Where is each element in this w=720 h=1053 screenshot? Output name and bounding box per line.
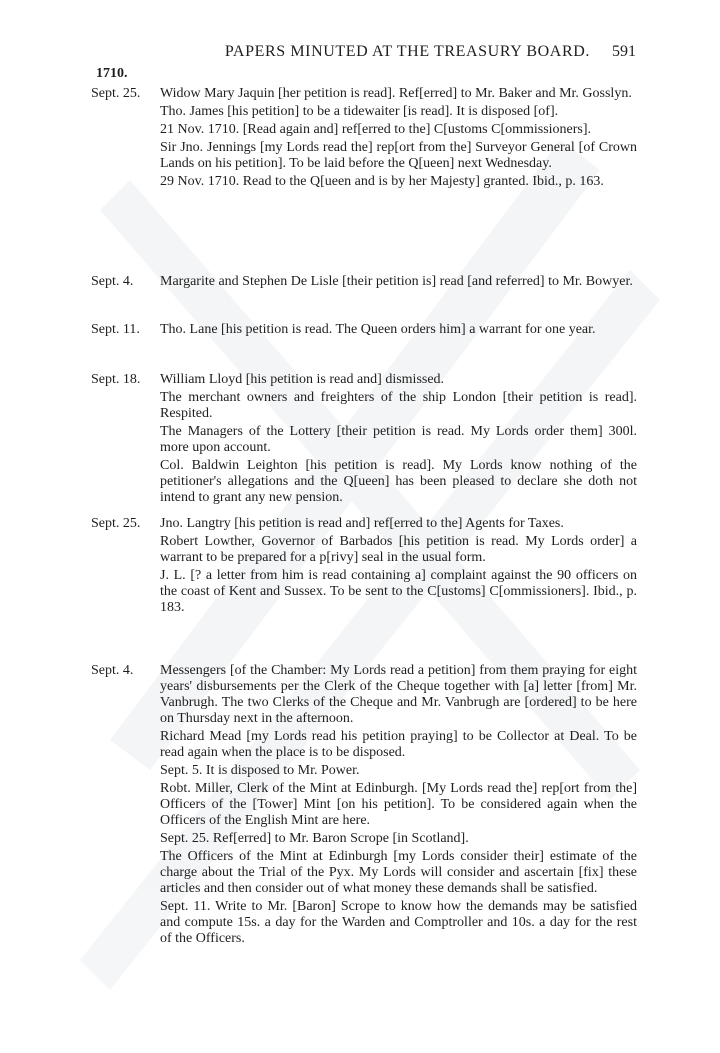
entry-paragraph: Robt. Miller, Clerk of the Mint at Edinburgh. [My Lords read the] rep[ort from the] Officers of the [Tower] Mint [on his petition]. To be considered again when the Officers of the English Mint are here.	[160, 781, 637, 828]
entry-paragraph: Robert Lowther, Governor of Barbados [his petition is read. My Lords order] a warrant to be prepared for a p[rivy] seal in the usual form.	[160, 534, 637, 565]
entry-paragraph: 21 Nov. 1710. [Read again and] ref[erred to the] C[ustoms C[ommissioners].	[160, 122, 592, 137]
entry-paragraph: Jno. Langtry [his petition is read and] ref[erred to the] Agents for Taxes.	[160, 516, 564, 531]
entry-paragraph: Sir Jno. Jennings [my Lords read the] rep[ort from the] Surveyor General [of Crown Lands on his petition]. To be laid before the Q[ueen] next Wednesday.	[160, 140, 637, 171]
entry-paragraph: Tho. James [his petition] to be a tidewaiter [is read]. It is disposed [of].	[160, 104, 559, 119]
entry-paragraph: Sept. 5. It is disposed to Mr. Power.	[160, 763, 360, 778]
section-date: Sept. 25.	[91, 516, 141, 531]
entry-paragraph: Col. Baldwin Leighton [his petition is read]. My Lords know nothing of the petitioner's allegations and the Q[ueen] has been pleased to declare she doth not intend to grant any new pension.	[160, 458, 637, 505]
page-number: 591	[612, 43, 636, 60]
entry-paragraph: J. L. [? a letter from him is read containing a] complaint against the 90 officers on the coast of Kent and Sussex. To be sent to the C[ustoms] C[ommissioners]. Ibid., p. 183.	[160, 568, 637, 615]
entry-paragraph: Tho. Lane [his petition is read. The Queen orders him] a warrant for one year.	[160, 322, 596, 337]
page-header-title: PAPERS MINUTED AT THE TREASURY BOARD.	[224, 43, 590, 60]
entry-paragraph: The Managers of the Lottery [their petition is read. My Lords order them] 300l. more upon account.	[160, 424, 637, 455]
entry-paragraph: Messengers [of the Chamber: My Lords read a petition] from them praying for eight years' disbursements per the Clerk of the Cheque together with [a] letter [from] Mr. Vanbrugh. The two Clerks of the Cheque and Mr. Vanbrugh are [ordered] to be here on Thursday next in the afternoon.	[160, 663, 637, 726]
section-date: Sept. 18.	[91, 372, 141, 387]
section-date: Sept. 25.	[91, 86, 141, 101]
entry-paragraph: William Lloyd [his petition is read and] dismissed.	[160, 372, 445, 387]
entry-paragraph: The merchant owners and freighters of the ship London [their petition is read]. Respited.	[160, 390, 637, 421]
entry-paragraph: The Officers of the Mint at Edinburgh [my Lords consider their] estimate of the charge about the Trial of the Pyx. My Lords will consider and ascertain [fix] these articles and then consider out of what money these demands shall be satisfied.	[160, 849, 637, 896]
entry-paragraph: 29 Nov. 1710. Read to the Q[ueen and is by her Majesty] granted. Ibid., p. 163.	[160, 174, 604, 189]
entry-paragraph: Widow Mary Jaquin [her petition is read]. Ref[erred] to Mr. Baker and Mr. Gosslyn.	[160, 86, 632, 101]
entry-paragraph: Sept. 25. Ref[erred] to Mr. Baron Scrope [in Scotland].	[160, 831, 469, 846]
section-date: Sept. 4.	[91, 274, 134, 289]
entry-paragraph: Sept. 11. Write to Mr. [Baron] Scrope to know how the demands may be satisfied and compute 15s. a day for the Warden and Comptroller and 10s. a day for the rest of the Officers.	[160, 899, 637, 946]
section-date: Sept. 11.	[91, 322, 140, 337]
section-date: Sept. 4.	[91, 663, 134, 678]
year-label: 1710.	[96, 66, 128, 81]
entry-paragraph: Margarite and Stephen De Lisle [their petition is] read [and referred] to Mr. Bowyer.	[160, 274, 633, 289]
entry-paragraph: Richard Mead [my Lords read his petition praying] to be Collector at Deal. To be read again when the place is to be disposed.	[160, 729, 637, 760]
